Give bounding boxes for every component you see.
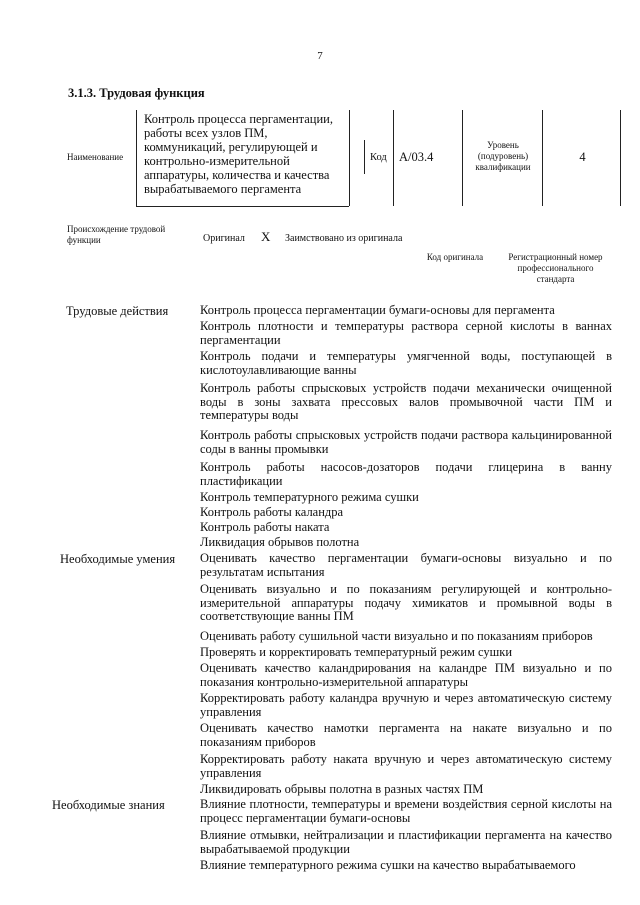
original-code-label: Код оригинала bbox=[426, 252, 484, 262]
borrowed-label: Заимствовано из оригинала bbox=[285, 233, 403, 244]
list-item: Оценивать качество пергаментации бумаги-основы визуально и по результатам испытания bbox=[200, 551, 612, 579]
list-item: Корректировать работу каландра вручную и через автоматическую систему управления bbox=[200, 691, 612, 719]
table-divider bbox=[620, 110, 621, 206]
section-label-actions: Трудовые действия bbox=[66, 304, 169, 318]
table-divider bbox=[462, 110, 463, 206]
list-item: Контроль работы каландра bbox=[200, 505, 344, 519]
list-item: Оценивать качество намотки пергамента на накате визуально и по показаниям приборов bbox=[200, 721, 612, 749]
table-divider bbox=[349, 110, 350, 206]
table-divider bbox=[136, 206, 349, 207]
section-label-skills: Необходимые умения bbox=[60, 552, 176, 566]
list-item: Контроль процесса пергаментации бумаги-основы для пергамента bbox=[200, 303, 555, 317]
list-item: Влияние плотности, температуры и времени воздействия серной кислоты на процесс пергаментации бумаги-основы bbox=[200, 797, 612, 825]
table-divider bbox=[364, 140, 365, 174]
code-value: А/03.4 bbox=[399, 150, 434, 164]
function-name: Контроль процесса пергаментации, работы всех узлов ПМ, коммуникаций, регулирующей и контрольно-измерительной аппаратуры, количества и качества вырабатываемого пергамента bbox=[144, 112, 333, 196]
list-item: Контроль плотности и температуры раствора серной кислоты в ваннах пергаментации bbox=[200, 319, 612, 347]
original-label: Оригинал bbox=[203, 233, 245, 244]
list-item: Оценивать качество каландрирования на каландре ПМ визуально и по показания контрольно-измерительной аппаратуры bbox=[200, 661, 612, 689]
level-label: Уровень (подуровень) квалификации bbox=[475, 140, 531, 172]
list-item: Контроль работы спрысковых устройств подачи раствора кальцинированной соды в ванны промывки bbox=[200, 428, 612, 456]
list-item: Проверять и корректировать температурный режим сушки bbox=[200, 645, 513, 659]
list-item: Контроль температурного режима сушки bbox=[200, 490, 419, 504]
table-divider bbox=[136, 110, 137, 206]
name-label: Наименование bbox=[67, 152, 124, 162]
list-item: Корректировать работу наката вручную и через автоматическую систему управления bbox=[200, 752, 612, 780]
table-divider bbox=[393, 110, 394, 206]
origin-label: Происхождение трудовой функции bbox=[67, 224, 166, 245]
table-divider bbox=[542, 110, 543, 206]
section-title: 3.1.3. Трудовая функция bbox=[68, 86, 205, 100]
list-item: Ликвидировать обрывы полотна в разных частях ПМ bbox=[200, 782, 484, 796]
list-item: Ликвидация обрывов полотна bbox=[200, 535, 360, 549]
reg-number-label: Регистрационный номер профессионального стандарта bbox=[508, 252, 603, 284]
list-item: Контроль подачи и температуры умягченной воды, поступающей в кислотоулавливающие ванны bbox=[200, 349, 612, 377]
level-value: 4 bbox=[579, 150, 586, 164]
list-item: Влияние отмывки, нейтрализации и пластификации пергамента на качество вырабатываемой продукции bbox=[200, 828, 612, 856]
list-item: Влияние температурного режима сушки на качество вырабатываемого bbox=[200, 858, 576, 872]
list-item: Контроль работы насосов-дозаторов подачи глицерина в ванну пластификации bbox=[200, 460, 612, 488]
code-label: Код bbox=[370, 152, 387, 163]
original-mark: X bbox=[261, 229, 271, 244]
section-label-knowledge: Необходимые знания bbox=[52, 798, 165, 812]
list-item: Контроль работы спрысковых устройств подачи механически очищенной воды в зоны захвата прессовых валов промывочной части ПМ и температуры воды bbox=[200, 381, 612, 423]
list-item: Контроль работы наката bbox=[200, 520, 330, 534]
page-number: 7 bbox=[317, 50, 323, 62]
list-item: Оценивать визуально и по показаниям регулирующей и контрольно-измерительной аппаратуры подачу химикатов и промывной воды в соответствующие ванны ПМ bbox=[200, 582, 612, 624]
list-item: Оценивать работу сушильной части визуально и по показаниям приборов bbox=[200, 629, 593, 643]
